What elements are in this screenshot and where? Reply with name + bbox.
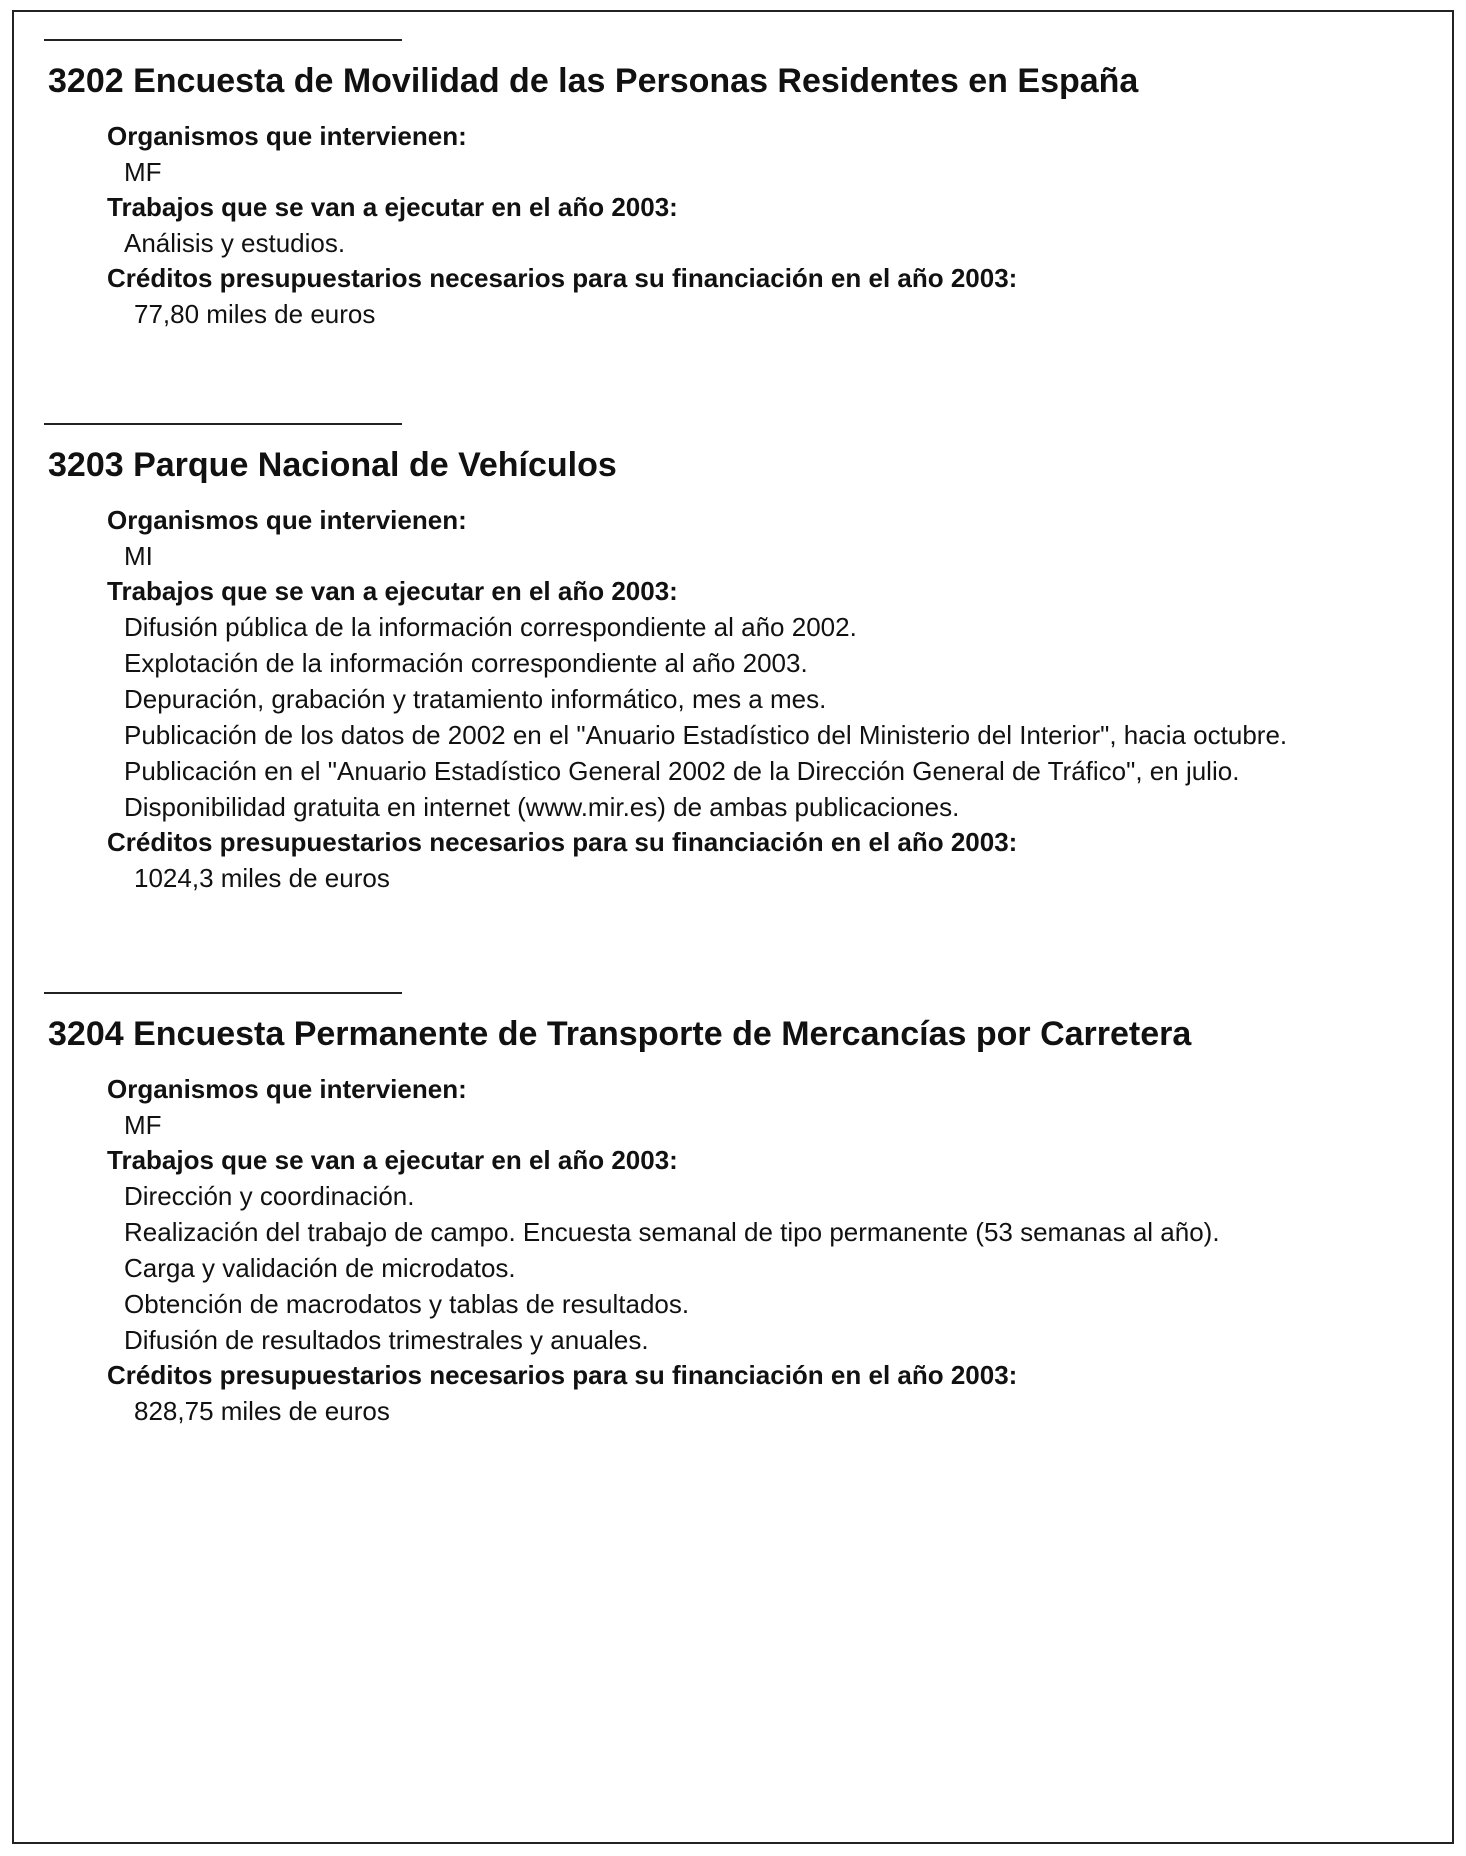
creditos-value: 77,80 miles de euros (134, 299, 376, 329)
operation-3202 (42, 39, 1442, 332)
trabajo-item: Disponibilidad gratuita en internet (www.mir.es) de ambas publicaciones. (124, 792, 960, 822)
organismos-value: MF (124, 157, 162, 187)
organismos-value: MI (124, 541, 153, 571)
trabajo-item: Difusión de resultados trimestrales y anuales. (124, 1325, 649, 1355)
trabajo-item: Dirección y coordinación. (124, 1181, 415, 1211)
organismos-label: Organismos que intervienen: (107, 121, 467, 151)
section-rule (44, 39, 402, 41)
operation-title: 3204 Encuesta Permanente de Transporte de Mercancías por Carretera (48, 1015, 1192, 1053)
trabajo-item: Realización del trabajo de campo. Encuesta semanal de tipo permanente (53 semanas al año). (124, 1217, 1220, 1247)
trabajo-item: Publicación en el "Anuario Estadístico General 2002 de la Dirección General de Tráfico", en julio. (124, 756, 1240, 786)
section-rule (44, 992, 402, 994)
trabajo-item: Obtención de macrodatos y tablas de resultados. (124, 1289, 690, 1319)
organismos-label: Organismos que intervienen: (107, 1074, 467, 1104)
trabajos-label: Trabajos que se van a ejecutar en el año 2003: (107, 192, 678, 222)
trabajo-item: Difusión pública de la información correspondiente al año 2002. (124, 612, 857, 642)
organismos-value: MF (124, 1110, 162, 1140)
section-rule (44, 423, 402, 425)
organismos-label: Organismos que intervienen: (107, 505, 467, 535)
trabajo-item: Análisis y estudios. (124, 228, 346, 258)
trabajo-item: Carga y validación de microdatos. (124, 1253, 516, 1283)
trabajos-label: Trabajos que se van a ejecutar en el año 2003: (107, 576, 678, 606)
trabajos-label: Trabajos que se van a ejecutar en el año 2003: (107, 1145, 678, 1175)
creditos-value: 1024,3 miles de euros (134, 863, 390, 893)
operation-title: 3202 Encuesta de Movilidad de las Personas Residentes en España (48, 62, 1139, 100)
operation-title: 3203 Parque Nacional de Vehículos (48, 446, 617, 484)
trabajo-item: Depuración, grabación y tratamiento informático, mes a mes. (124, 684, 827, 714)
operation-3203 (42, 423, 1442, 896)
creditos-label: Créditos presupuestarios necesarios para su financiación en el año 2003: (107, 827, 1018, 857)
operation-3204 (42, 992, 1442, 1429)
trabajo-item: Publicación de los datos de 2002 en el "Anuario Estadístico del Ministerio del Interior", hacia octubre. (124, 720, 1288, 750)
creditos-label: Créditos presupuestarios necesarios para su financiación en el año 2003: (107, 1360, 1018, 1390)
trabajo-item: Explotación de la información correspondiente al año 2003. (124, 648, 808, 678)
creditos-value: 828,75 miles de euros (134, 1396, 390, 1426)
creditos-label: Créditos presupuestarios necesarios para su financiación en el año 2003: (107, 263, 1018, 293)
page-frame (12, 10, 1454, 1844)
